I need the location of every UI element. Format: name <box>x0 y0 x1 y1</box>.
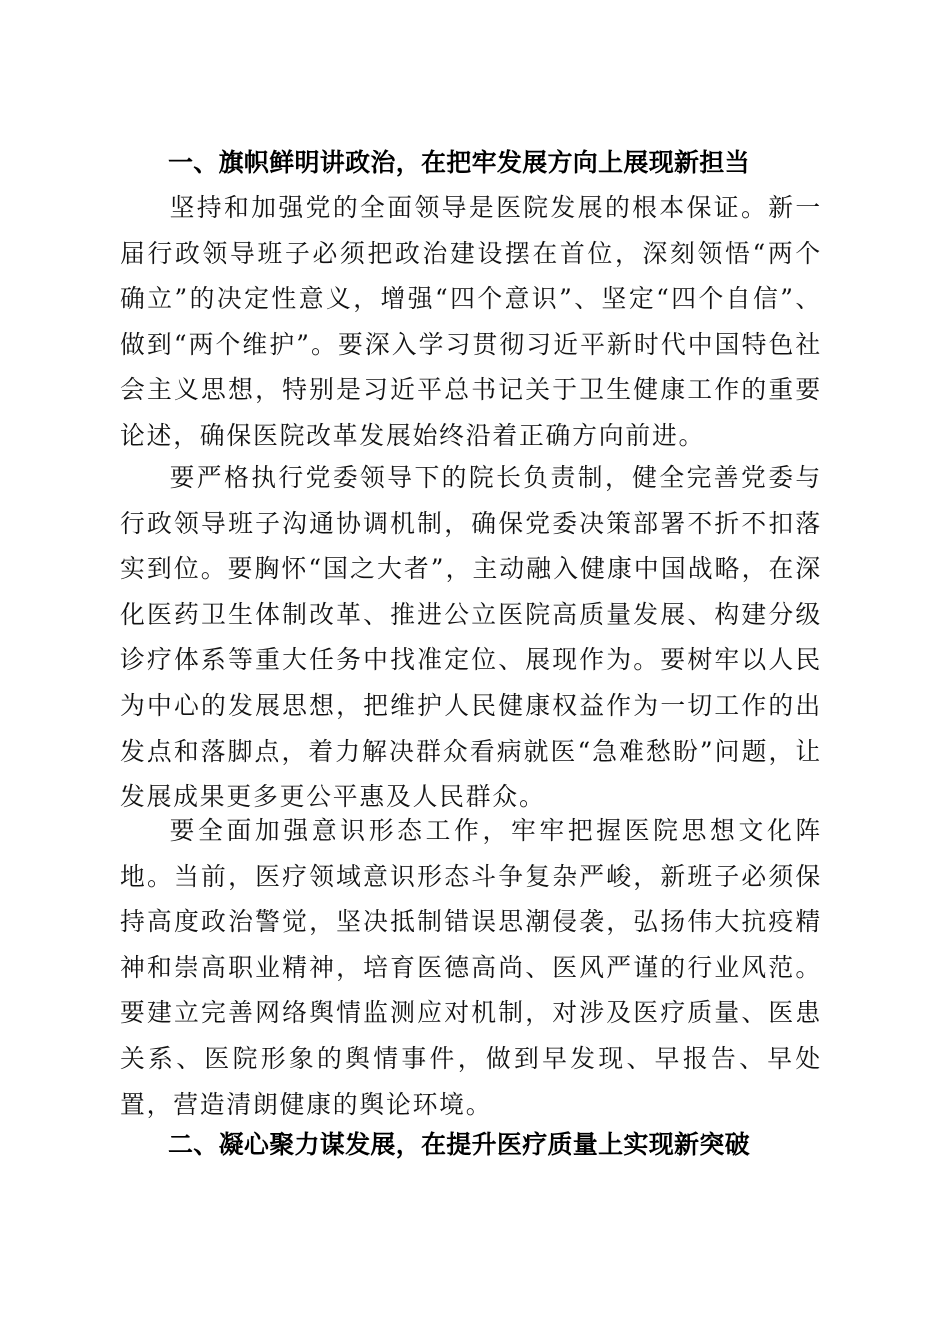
section-heading-2: 二、凝心聚力谋发展，在提升医疗质量上实现新突破 <box>168 1130 750 1159</box>
paragraph-3: 要全面加强意识形态工作，牢牢把握医院思想文化阵地。当前，医疗领域意识形态斗争复杂严峻，新班子必须保持高度政治警觉，坚决抵制错误思潮侵袭，弘扬伟大抗疫精神和崇高职业精神，培育医德高尚、医风严谨的行业风范。要建立完善网络舆情监测应对机制，对涉及医疗质量、医患关系、医院形象的舆情事件，做到早发现、早报告、早处置，营造清朗健康的舆论环境。 <box>120 816 822 1119</box>
paragraph-2: 要严格执行党委领导下的院长负责制，健全完善党委与行政领导班子沟通协调机制，确保党委决策部署不折不扣落实到位。要胸怀“国之大者”，主动融入健康中国战略，在深化医药卫生体制改革、推进公立医院高质量发展、构建分级诊疗体系等重大任务中找准定位、展现作为。要树牢以人民为中心的发展思想，把维护人民健康权益作为一切工作的出发点和落脚点，着力解决群众看病就医“急难愁盼”问题，让发展成果更多更公平惠及人民群众。 <box>120 463 822 812</box>
paragraph-1: 坚持和加强党的全面领导是医院发展的根本保证。新一届行政领导班子必须把政治建设摆在首位，深刻领悟“两个确立”的决定性意义，增强“四个意识”、坚定“四个自信”、做到“两个维护”。要深入学习贯彻习近平新时代中国特色社会主义思想，特别是习近平总书记关于卫生健康工作的重要论述，确保医院改革发展始终沿着正确方向前进。 <box>120 193 822 450</box>
section-heading-1: 一、旗帜鲜明讲政治，在把牢发展方向上展现新担当 <box>168 148 750 177</box>
